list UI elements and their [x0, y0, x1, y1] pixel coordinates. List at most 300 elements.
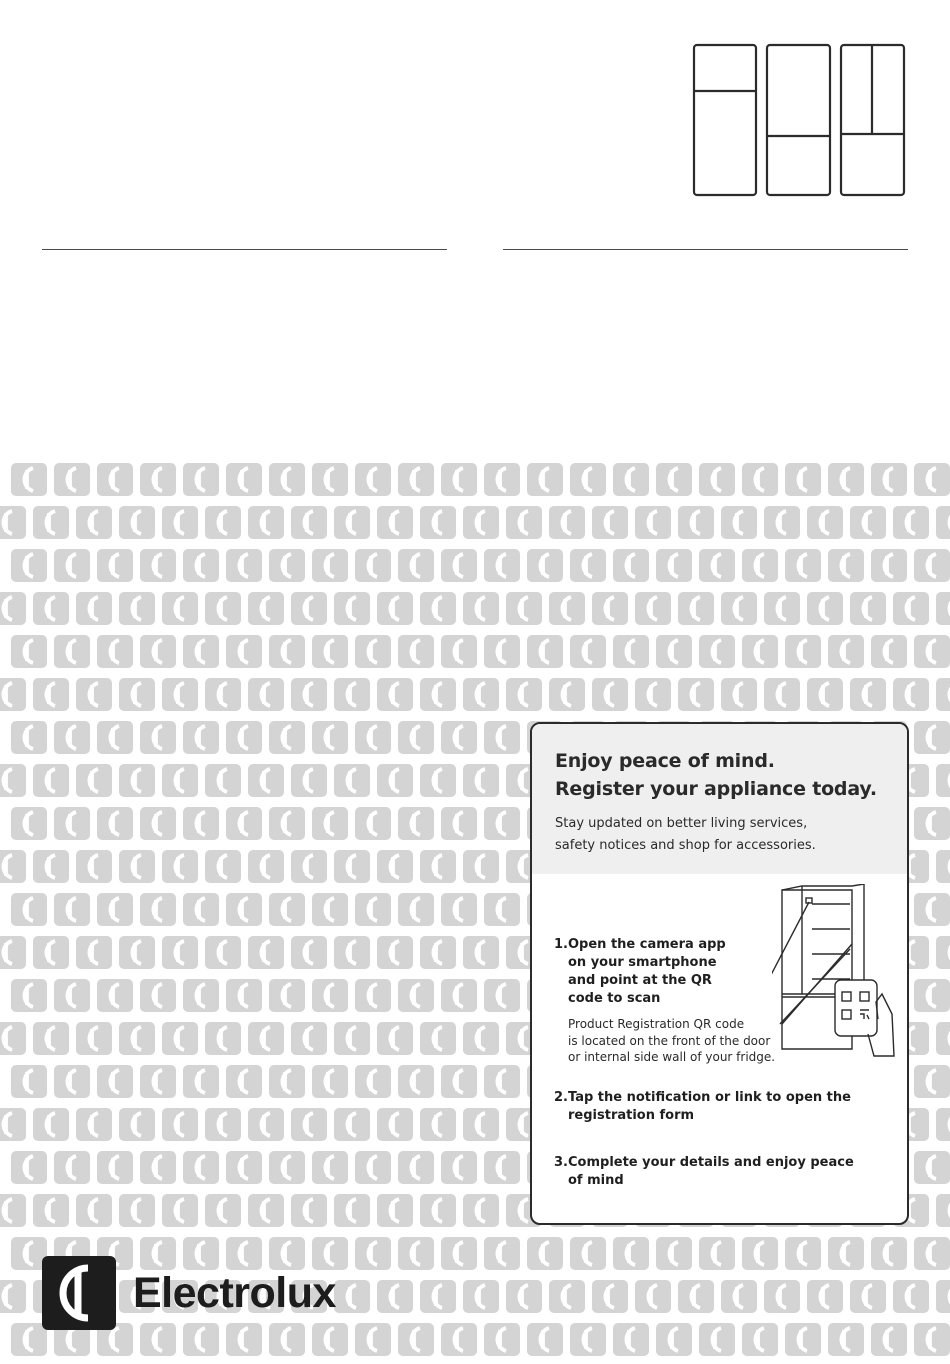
brand-wordmark: Electrolux [133, 1269, 336, 1317]
pattern-tile [140, 807, 176, 840]
pattern-tile [140, 979, 176, 1012]
pattern-tile [420, 764, 456, 797]
pattern-tile [54, 549, 90, 582]
pattern-tile [205, 850, 241, 883]
pattern-tile [764, 678, 800, 711]
pattern-tile [205, 678, 241, 711]
pattern-tile [11, 893, 47, 926]
pattern-tile [334, 1280, 370, 1313]
pattern-tile [54, 635, 90, 668]
pattern-tile [484, 807, 520, 840]
pattern-tile [936, 1022, 950, 1055]
pattern-tile [398, 635, 434, 668]
pattern-tile [76, 1108, 112, 1141]
pattern-tile [484, 979, 520, 1012]
pattern-tile [785, 1323, 821, 1356]
pattern-tile [613, 463, 649, 496]
pattern-tile [807, 592, 843, 625]
pattern-tile [484, 1065, 520, 1098]
pattern-tile [484, 1323, 520, 1356]
pattern-tile [0, 506, 26, 539]
pattern-tile [269, 463, 305, 496]
pattern-tile [742, 463, 778, 496]
pattern-tile [355, 1065, 391, 1098]
pattern-tile [355, 721, 391, 754]
pattern-tile [656, 635, 692, 668]
pattern-tile [613, 549, 649, 582]
pattern-tile [226, 1065, 262, 1098]
pattern-tile [893, 592, 929, 625]
pattern-tile [420, 1022, 456, 1055]
pattern-tile [678, 678, 714, 711]
pattern-tile [721, 1280, 757, 1313]
pattern-tile [635, 1280, 671, 1313]
pattern-tile [0, 592, 26, 625]
pattern-tile [506, 592, 542, 625]
pattern-tile [226, 979, 262, 1012]
pattern-tile [678, 1280, 714, 1313]
pattern-tile [334, 1108, 370, 1141]
pattern-tile [205, 592, 241, 625]
pattern-tile [205, 936, 241, 969]
pattern-tile [312, 1323, 348, 1356]
pattern-tile [162, 936, 198, 969]
pattern-tile [785, 635, 821, 668]
pattern-tile [527, 549, 563, 582]
pattern-tile [355, 1237, 391, 1270]
pattern-tile [291, 936, 327, 969]
pattern-tile [463, 1194, 499, 1227]
pattern-tile [570, 1237, 606, 1270]
pattern-tile [291, 506, 327, 539]
pattern-tile [742, 549, 778, 582]
pattern-tile [11, 1065, 47, 1098]
pattern-tile [441, 721, 477, 754]
pattern-tile [205, 506, 241, 539]
pattern-tile [850, 592, 886, 625]
qr-location-note-line: or internal side wall of your fridge. [568, 1050, 776, 1064]
pattern-tile [807, 506, 843, 539]
step2-number: 2. [554, 1090, 568, 1105]
pattern-tile [119, 1022, 155, 1055]
pattern-tile [226, 463, 262, 496]
pattern-tile [914, 1323, 950, 1356]
pattern-tile [635, 506, 671, 539]
pattern-tile [699, 463, 735, 496]
pattern-tile [183, 1237, 219, 1270]
pattern-tile [183, 1323, 219, 1356]
pattern-tile [312, 635, 348, 668]
pattern-tile [11, 635, 47, 668]
pattern-tile [914, 979, 950, 1012]
pattern-tile [377, 678, 413, 711]
pattern-tile [226, 721, 262, 754]
pattern-tile [463, 764, 499, 797]
pattern-tile [226, 893, 262, 926]
pattern-tile [269, 807, 305, 840]
pattern-tile [570, 635, 606, 668]
pattern-tile [914, 1065, 950, 1098]
pattern-tile [312, 721, 348, 754]
pattern-tile [140, 1065, 176, 1098]
pattern-tile [312, 807, 348, 840]
pattern-tile [33, 592, 69, 625]
pattern-tile [936, 764, 950, 797]
pattern-tile [398, 549, 434, 582]
pattern-tile [914, 807, 950, 840]
pattern-tile [334, 764, 370, 797]
pattern-tile [420, 1108, 456, 1141]
pattern-tile [76, 936, 112, 969]
pattern-tile [914, 893, 950, 926]
pattern-tile [420, 850, 456, 883]
pattern-tile [828, 549, 864, 582]
pattern-tile [162, 764, 198, 797]
pattern-tile [377, 1108, 413, 1141]
pattern-tile [527, 1237, 563, 1270]
pattern-tile [936, 1280, 950, 1313]
pattern-tile [893, 1280, 929, 1313]
pattern-tile [0, 1194, 26, 1227]
pattern-tile [420, 506, 456, 539]
pattern-tile [377, 506, 413, 539]
pattern-tile [291, 592, 327, 625]
pattern-tile [506, 506, 542, 539]
pattern-tile [355, 893, 391, 926]
right-divider-line [503, 249, 908, 250]
pattern-tile [334, 936, 370, 969]
pattern-tile [140, 463, 176, 496]
pattern-tile [140, 1323, 176, 1356]
pattern-tile [592, 506, 628, 539]
pattern-tile [441, 979, 477, 1012]
pattern-tile [656, 549, 692, 582]
pattern-tile [398, 1237, 434, 1270]
pattern-tile [850, 506, 886, 539]
pattern-tile [355, 807, 391, 840]
pattern-tile [828, 1237, 864, 1270]
pattern-tile [312, 463, 348, 496]
pattern-tile [0, 850, 26, 883]
pattern-tile [0, 678, 26, 711]
pattern-tile [183, 979, 219, 1012]
pattern-tile [183, 807, 219, 840]
pattern-tile [463, 678, 499, 711]
left-divider-line [42, 249, 447, 250]
pattern-tile [226, 1323, 262, 1356]
pattern-tile [76, 1194, 112, 1227]
pattern-tile [162, 506, 198, 539]
pattern-tile [398, 979, 434, 1012]
pattern-tile [334, 506, 370, 539]
pattern-tile [721, 592, 757, 625]
pattern-tile [377, 1022, 413, 1055]
pattern-tile [33, 850, 69, 883]
pattern-tile [441, 635, 477, 668]
pattern-tile [97, 549, 133, 582]
pattern-tile [441, 463, 477, 496]
pattern-tile [226, 807, 262, 840]
pattern-tile [269, 1065, 305, 1098]
pattern-tile [54, 979, 90, 1012]
step3-text-line: of mind [568, 1173, 624, 1188]
pattern-tile [269, 1237, 305, 1270]
pattern-tile [764, 506, 800, 539]
pattern-tile [871, 463, 907, 496]
pattern-tile [721, 678, 757, 711]
pattern-tile [420, 1280, 456, 1313]
pattern-tile [33, 1022, 69, 1055]
pattern-tile [76, 764, 112, 797]
pattern-tile [140, 635, 176, 668]
pattern-tile [355, 1323, 391, 1356]
pattern-tile [140, 1151, 176, 1184]
pattern-tile [54, 807, 90, 840]
pattern-tile [893, 506, 929, 539]
registration-heading-line2: Register your appliance today. [555, 778, 877, 800]
pattern-tile [398, 1323, 434, 1356]
pattern-tile [33, 678, 69, 711]
pattern-tile [119, 1108, 155, 1141]
pattern-tile [398, 1151, 434, 1184]
pattern-tile [269, 721, 305, 754]
pattern-tile [570, 549, 606, 582]
pattern-tile [484, 1151, 520, 1184]
pattern-tile [441, 1323, 477, 1356]
pattern-tile [162, 592, 198, 625]
pattern-tile [54, 893, 90, 926]
pattern-tile [205, 1194, 241, 1227]
pattern-tile [11, 463, 47, 496]
pattern-tile [377, 936, 413, 969]
step2-text-line: Tap the notification or link to open the [568, 1090, 851, 1105]
pattern-tile [140, 1237, 176, 1270]
pattern-tile [291, 764, 327, 797]
pattern-tile [807, 1280, 843, 1313]
pattern-tile [97, 1151, 133, 1184]
pattern-tile [527, 463, 563, 496]
pattern-tile [871, 1237, 907, 1270]
pattern-tile [291, 850, 327, 883]
electrolux-logo-icon [42, 1256, 116, 1330]
pattern-tile [656, 463, 692, 496]
registration-heading-line1: Enjoy peace of mind. [555, 750, 775, 772]
pattern-tile [312, 1065, 348, 1098]
pattern-tile [441, 1065, 477, 1098]
pattern-tile [0, 1108, 26, 1141]
pattern-tile [613, 1323, 649, 1356]
pattern-tile [484, 721, 520, 754]
pattern-tile [97, 463, 133, 496]
pattern-tile [291, 1022, 327, 1055]
pattern-tile [850, 1280, 886, 1313]
pattern-tile [119, 678, 155, 711]
pattern-tile [183, 1151, 219, 1184]
pattern-tile [11, 721, 47, 754]
step1-number: 1. [554, 937, 568, 952]
pattern-tile [549, 678, 585, 711]
pattern-tile [269, 1323, 305, 1356]
pattern-tile [441, 1237, 477, 1270]
pattern-tile [205, 1022, 241, 1055]
pattern-tile [463, 1108, 499, 1141]
pattern-tile [785, 549, 821, 582]
pattern-tile [721, 506, 757, 539]
pattern-tile [398, 463, 434, 496]
pattern-tile [871, 549, 907, 582]
pattern-tile [312, 1237, 348, 1270]
pattern-tile [527, 635, 563, 668]
pattern-tile [269, 979, 305, 1012]
pattern-tile [140, 893, 176, 926]
pattern-tile [463, 850, 499, 883]
pattern-tile [76, 592, 112, 625]
pattern-tile [914, 721, 950, 754]
pattern-tile [248, 850, 284, 883]
pattern-tile [269, 549, 305, 582]
pattern-tile [936, 850, 950, 883]
pattern-tile [291, 1194, 327, 1227]
pattern-tile [119, 850, 155, 883]
pattern-tile [162, 850, 198, 883]
pattern-tile [914, 1151, 950, 1184]
pattern-tile [742, 1323, 778, 1356]
pattern-tile [0, 764, 26, 797]
pattern-tile [484, 463, 520, 496]
pattern-tile [355, 979, 391, 1012]
pattern-tile [893, 678, 929, 711]
pattern-tile [33, 936, 69, 969]
pattern-tile [162, 678, 198, 711]
pattern-tile [549, 1280, 585, 1313]
pattern-tile [441, 1151, 477, 1184]
pattern-tile [54, 721, 90, 754]
pattern-tile [248, 1194, 284, 1227]
pattern-tile [699, 1323, 735, 1356]
pattern-tile [140, 721, 176, 754]
pattern-tile [33, 764, 69, 797]
pattern-tile [269, 1151, 305, 1184]
pattern-tile [463, 1280, 499, 1313]
pattern-tile [570, 463, 606, 496]
pattern-tile [635, 592, 671, 625]
registration-subtext-line1: Stay updated on better living services, [555, 816, 808, 831]
pattern-tile [226, 549, 262, 582]
pattern-tile [936, 936, 950, 969]
pattern-tile [656, 1237, 692, 1270]
pattern-tile [205, 764, 241, 797]
pattern-tile [183, 1065, 219, 1098]
pattern-tile [785, 463, 821, 496]
pattern-tile [850, 678, 886, 711]
pattern-tile [420, 592, 456, 625]
pattern-tile [398, 1065, 434, 1098]
pattern-tile [269, 635, 305, 668]
pattern-tile [592, 592, 628, 625]
pattern-tile [54, 463, 90, 496]
pattern-tile [377, 1280, 413, 1313]
pattern-tile [914, 549, 950, 582]
pattern-tile [463, 936, 499, 969]
pattern-tile [0, 1280, 26, 1313]
pattern-tile [119, 1194, 155, 1227]
pattern-tile [248, 1022, 284, 1055]
pattern-tile [420, 936, 456, 969]
pattern-tile [807, 678, 843, 711]
pattern-tile [420, 678, 456, 711]
registration-subtext-line2: safety notices and shop for accessories. [555, 838, 816, 853]
pattern-tile [119, 936, 155, 969]
pattern-tile [699, 549, 735, 582]
pattern-tile [226, 1151, 262, 1184]
french-door-fridge-icon [841, 45, 904, 195]
pattern-tile [248, 592, 284, 625]
pattern-tile [76, 678, 112, 711]
pattern-tile [183, 463, 219, 496]
pattern-tile [398, 807, 434, 840]
pattern-tile [291, 1108, 327, 1141]
pattern-tile [785, 1237, 821, 1270]
pattern-tile [398, 893, 434, 926]
step1-text-line: on your smartphone [568, 955, 717, 970]
step3-text-line: Complete your details and enjoy peace [568, 1155, 854, 1170]
bottom-freezer-fridge-icon [767, 45, 830, 195]
pattern-tile [54, 1065, 90, 1098]
pattern-tile [11, 549, 47, 582]
pattern-tile [76, 850, 112, 883]
pattern-tile [398, 721, 434, 754]
pattern-tile [97, 1065, 133, 1098]
pattern-tile [183, 549, 219, 582]
pattern-tile [248, 936, 284, 969]
pattern-tile [312, 893, 348, 926]
pattern-tile [226, 635, 262, 668]
pattern-tile [463, 1022, 499, 1055]
pattern-tile [0, 936, 26, 969]
pattern-tile [119, 592, 155, 625]
pattern-tile [0, 1022, 26, 1055]
pattern-tile [484, 635, 520, 668]
pattern-tile [33, 506, 69, 539]
pattern-tile [248, 1108, 284, 1141]
pattern-tile [248, 764, 284, 797]
pattern-tile [312, 1151, 348, 1184]
pattern-tile [678, 506, 714, 539]
pattern-tile [248, 506, 284, 539]
qr-location-note-line: Product Registration QR code [568, 1017, 745, 1031]
pattern-tile [248, 678, 284, 711]
pattern-tile [355, 549, 391, 582]
pattern-tile [699, 635, 735, 668]
pattern-tile [506, 678, 542, 711]
pattern-tile [183, 721, 219, 754]
pattern-tile [592, 1280, 628, 1313]
pattern-tile [656, 1323, 692, 1356]
step3-number: 3. [554, 1155, 568, 1170]
pattern-tile [312, 979, 348, 1012]
pattern-tile [11, 807, 47, 840]
pattern-tile [355, 635, 391, 668]
pattern-tile [97, 635, 133, 668]
pattern-tile [334, 1022, 370, 1055]
pattern-tile [76, 1022, 112, 1055]
pattern-tile [463, 506, 499, 539]
pattern-tile [936, 678, 950, 711]
pattern-tile [613, 635, 649, 668]
pattern-tile [484, 1237, 520, 1270]
pattern-tile [205, 1108, 241, 1141]
top-freezer-fridge-icon [694, 45, 756, 195]
